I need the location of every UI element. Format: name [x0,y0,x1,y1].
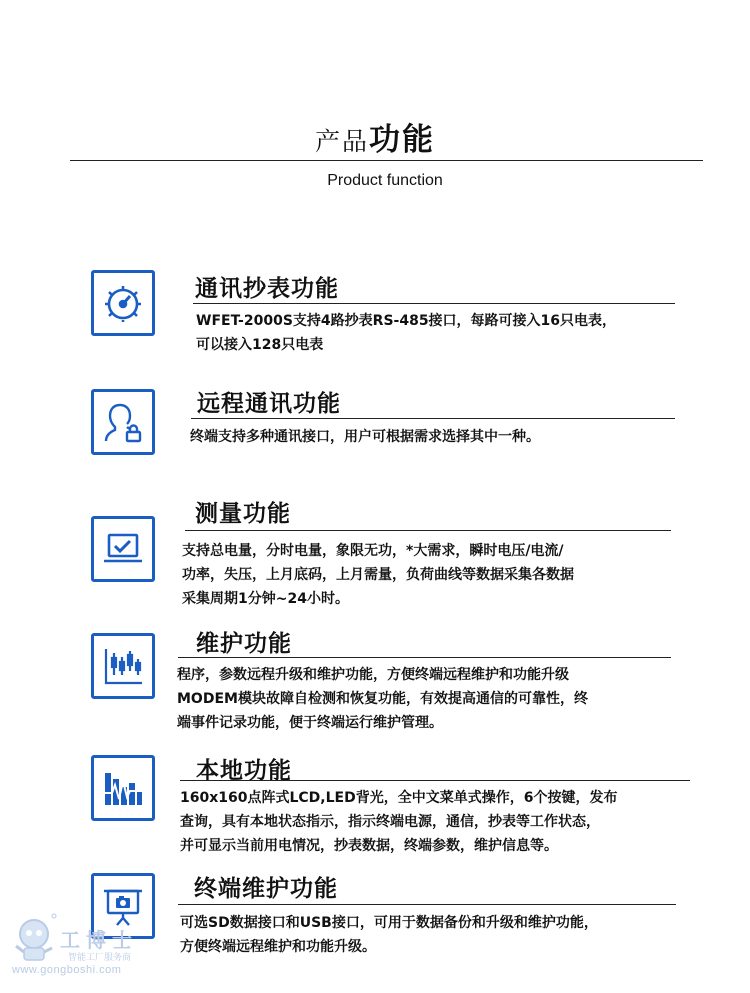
laptop-check-icon [100,526,146,572]
section-3-line-1: 支持总电量，分时电量，象限无功，*大需求，瞬时电压/电流/ [182,543,564,559]
page-title-bold: 功能 [369,122,435,158]
section-5-line-2: 查询，具有本地状态指示，指示终端电源，通信，抄表等工作状态， [180,814,600,830]
section-1-body [196,309,616,357]
section-4-title: 维护功能 [196,631,292,657]
candlestick-chart-icon [100,643,146,689]
bar-waveform-icon [100,765,146,811]
section-5-line-3: 并可显示当前用电情况，抄表数据，终端参数，维护信息等。 [180,838,558,854]
section-3-body [182,539,574,611]
watermark-brand: 工博士 [60,928,138,952]
section-4-body [177,663,588,735]
section-3-icon-box [91,516,155,582]
section-4-line-1: 程序，参数远程升级和维护功能，方便终端远程维护和功能升级 [177,667,569,683]
section-5-title: 本地功能 [196,758,292,784]
section-2-body [190,425,540,449]
section-2-line-1: 终端支持多种通讯接口，用户可根据需求选择其中一种。 [190,429,540,445]
section-1-line-1: WFET-2000S支持4路抄表RS-485接口，每路可接入16只电表， [196,313,617,329]
section-1-divider [193,303,675,304]
page-title-light: 产品 [314,127,369,156]
title-divider [70,160,703,161]
section-4-icon-box [91,633,155,699]
section-3-title: 测量功能 [195,501,291,527]
page-title [0,114,750,159]
section-3-line-2: 功率，失压，上月底码，上月需量，负荷曲线等数据采集各数据 [182,567,574,583]
compass-gauge-icon [100,280,146,326]
section-3-line-3: 采集周期1分钟~24小时。 [182,591,349,607]
watermark-url: www.gongboshi.com [12,964,122,976]
section-1-line-2: 可以接入128只电表 [196,337,324,353]
section-5-line-1: 160x160点阵式LCD,LED背光，全中文菜单式操作，6个按键，发布 [180,790,618,806]
section-2-title: 远程通讯功能 [197,391,341,417]
section-4-divider [178,657,671,658]
section-1-title: 通讯抄表功能 [195,276,339,302]
section-2-divider [191,418,675,419]
watermark-tagline: 智能工厂服务商 [68,953,132,963]
section-6-divider [178,904,676,905]
page-subtitle: Product function [327,172,443,189]
section-6-title: 终端维护功能 [194,876,338,902]
section-5-icon-box [91,755,155,821]
section-6-body [180,911,598,959]
section-2-icon-box [91,389,155,455]
section-5-body [180,786,617,858]
section-5-divider [180,780,690,781]
section-4-line-2: MODEM模块故障自检测和恢复功能，有效提高通信的可靠性，终 [177,691,588,707]
section-6-line-1: 可选SD数据接口和USB接口，可用于数据备份和升级和维护功能， [180,915,598,931]
section-4-line-3: 端事件记录功能，便于终端运行维护管理。 [177,715,443,731]
section-3-divider [185,530,671,531]
section-6-line-2: 方便终端远程维护和功能升级。 [180,939,376,955]
user-lock-icon [100,399,146,445]
section-1-icon-box [91,270,155,336]
